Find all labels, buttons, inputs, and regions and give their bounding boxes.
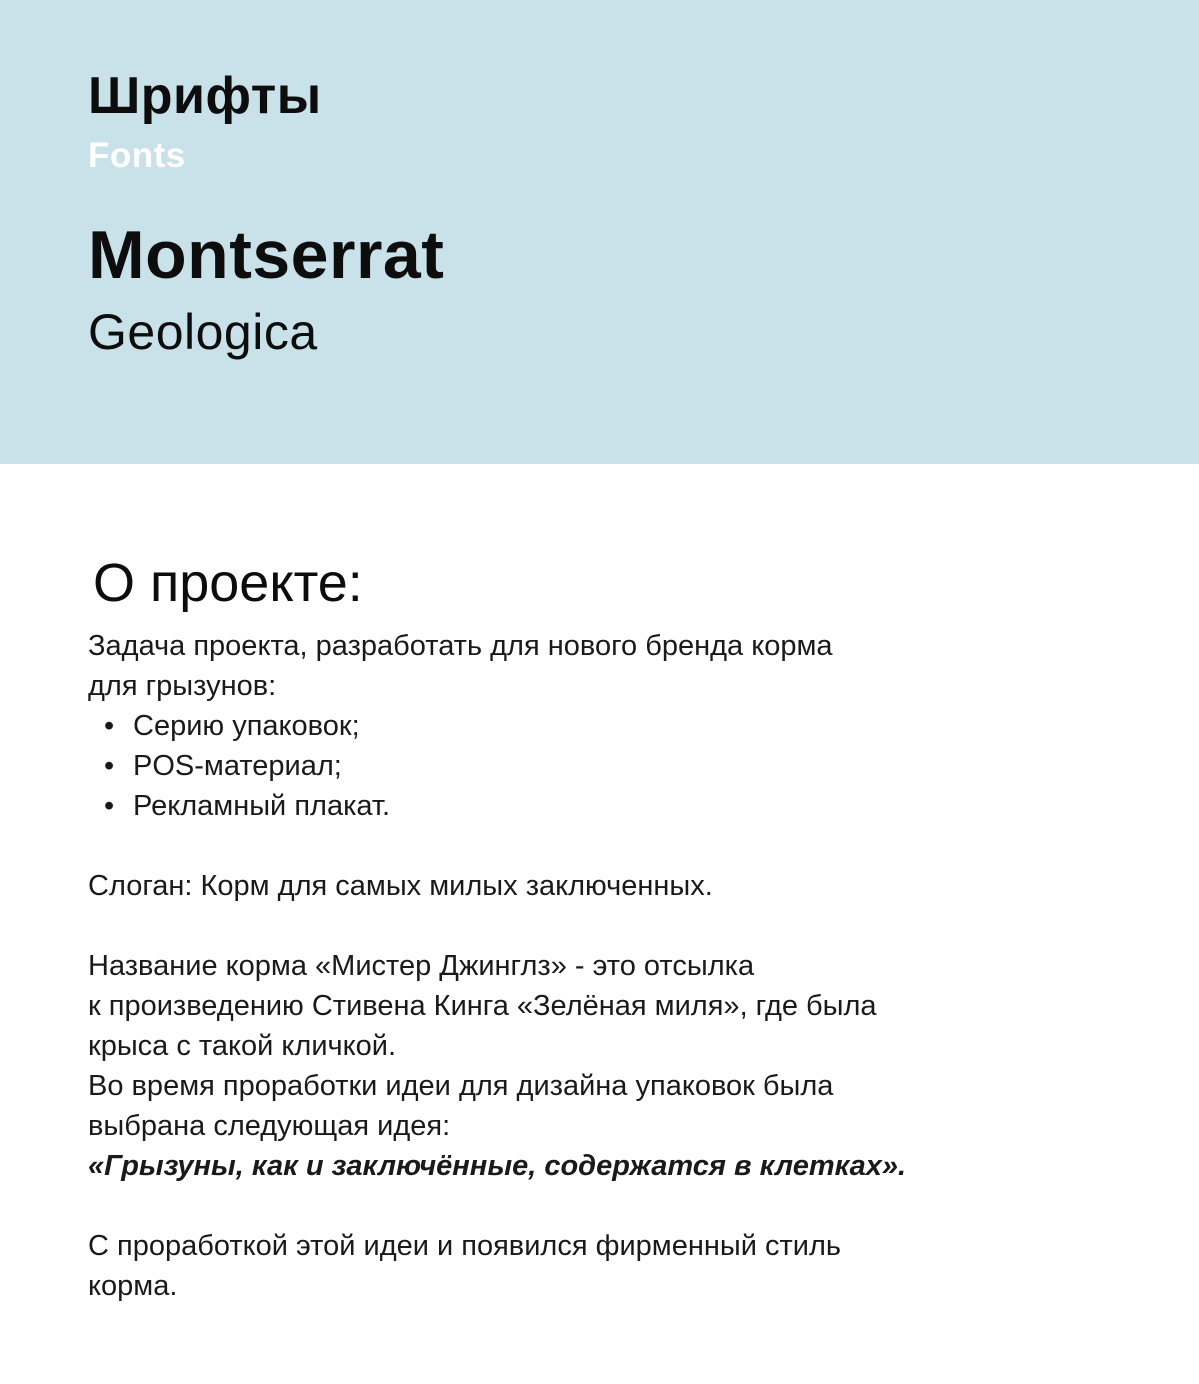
about-project-section [0,464,1199,1306]
intro-line: для грызунов: [88,670,277,702]
naming-line: Название корма «Мистер Джинглз» - это отсылка [88,950,755,982]
font-name-montserrat: Montserrat [88,217,445,293]
deliverables-list [88,706,1139,826]
naming-line: к произведению Стивена Кинга «Зелёная миля», где была [88,990,877,1022]
header-title-russian: Шрифты [88,67,322,125]
naming-line: выбрана следующая идея: [88,1110,451,1142]
font-name-geologica: Geologica [88,304,318,360]
about-heading: О проекте: [93,553,363,613]
intro-line: Задача проекта, разработать для нового бренда корма [88,630,833,662]
paragraph-spacer [88,906,1139,946]
closing-line: корма. [88,1270,178,1302]
slogan-line: Слоган: Корм для самых милых заключенных. [88,870,713,902]
closing-line: С проработкой этой идеи и появился фирменный стиль [88,1230,841,1262]
list-item-packaging: • Серию упаковок; [88,706,1139,746]
list-item-pos: • POS-материал; [88,746,1139,786]
naming-line: крыса с такой кличкой. [88,1030,397,1062]
list-item-poster: • Рекламный плакат. [88,786,1139,826]
fonts-header-section [0,0,1199,464]
naming-paragraph [88,946,1139,1186]
naming-line: Во время проработки идеи для дизайна упаковок была [88,1070,834,1102]
paragraph-spacer [88,1186,1139,1226]
closing-paragraph [88,1226,1139,1306]
header-title-english: Fonts [88,136,186,175]
idea-quote: «Грызуны, как и заключённые, содержатся в клетках». [88,1150,907,1182]
paragraph-spacer [88,826,1139,866]
intro-paragraph [88,626,1139,706]
